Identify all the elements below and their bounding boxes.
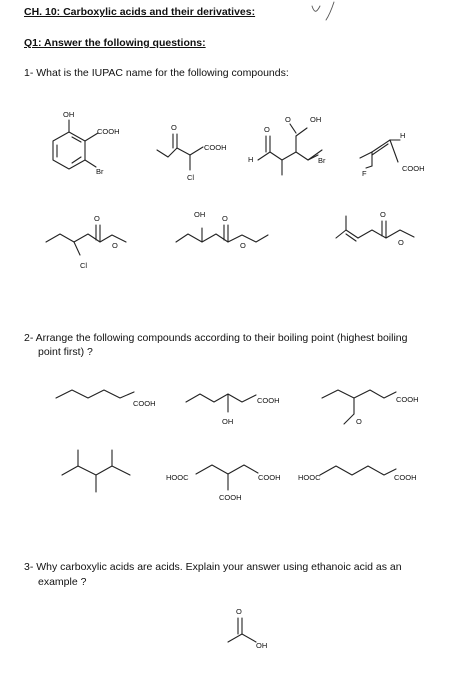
q2-cc-o-label: O	[356, 417, 362, 426]
q2-cb-oh-label: OH	[222, 417, 234, 426]
q2-compound-d	[62, 450, 130, 492]
q1-c6-o-label-b: O	[240, 241, 246, 250]
q3-prompt-line1: 3- Why carboxylic acids are acids. Explain your answer using ethanoic acid as an	[24, 561, 402, 573]
q2-compound-e	[166, 465, 281, 502]
q1-compound-3	[248, 115, 326, 175]
q3-o-label: O	[236, 607, 242, 616]
q2-cf-cooh-label: COOH	[394, 473, 417, 482]
q1-c2-cl-label: Cl	[187, 173, 195, 182]
q1-c3-oh-label: OH	[310, 115, 322, 124]
q2-prompt-line1: 2- Arrange the following compounds according to their boiling point (highest boiling	[24, 332, 408, 344]
page-title: CH. 10: Carboxylic acids and their derivatives:	[24, 6, 256, 18]
q2-compound-c	[322, 390, 419, 426]
q2-compound-b	[186, 394, 280, 426]
q1-c1-br-label: Br	[96, 167, 104, 176]
q1-c5-o-label-a: O	[94, 214, 100, 223]
q3-oh-label: OH	[256, 641, 268, 650]
q2-cf-hooc-label: HOOC	[298, 473, 321, 482]
q1-c3-br-label: Br	[318, 156, 326, 165]
q1-prompt: 1- What is the IUPAC name for the following compounds:	[24, 67, 289, 79]
q1-c2-o-label: O	[171, 123, 177, 132]
q1-c4-h-label: H	[400, 131, 406, 140]
q1-c7-o-label-a: O	[380, 210, 386, 219]
q1-c1-cooh-label: COOH	[97, 127, 120, 136]
q1-c6-oh-label: OH	[194, 210, 206, 219]
q1-c5-cl-label: Cl	[80, 261, 88, 270]
q1-compound-6	[176, 210, 268, 250]
q1-c2-cooh-label: COOH	[204, 143, 227, 152]
q1-c1-oh-label: OH	[63, 110, 75, 119]
q1-heading: Q1: Answer the following questions:	[24, 37, 206, 49]
q2-ce-cooh-label-1: COOH	[258, 473, 281, 482]
q2-ca-cooh-label: COOH	[133, 399, 156, 408]
handwritten-scribble	[312, 2, 334, 20]
q1-c6-o-label-a: O	[222, 214, 228, 223]
q1-compound-7	[336, 210, 414, 247]
q2-cb-cooh-label: COOH	[257, 396, 280, 405]
q1-compound-1	[53, 110, 120, 176]
q1-c7-o-label-b: O	[398, 238, 404, 247]
q1-c5-o-label-b: O	[112, 241, 118, 250]
q1-c4-f-label: F	[362, 169, 367, 178]
q1-compound-2	[157, 123, 227, 182]
q1-compound-5	[46, 214, 126, 270]
q3-ethanoic-acid	[228, 607, 267, 650]
q2-ce-hooc-label: HOOC	[166, 473, 189, 482]
q2-compound-a	[56, 390, 156, 408]
q1-c3-h-label: H	[248, 155, 254, 164]
q1-compound-4	[360, 131, 425, 178]
q1-c4-cooh-label: COOH	[402, 164, 425, 173]
q1-c3-o-label-a: O	[264, 125, 270, 134]
q3-prompt-line2: example ?	[38, 576, 87, 588]
q2-compound-f	[298, 466, 417, 482]
q1-c3-o-label-b: O	[285, 115, 291, 124]
q2-prompt-line2: point first) ?	[38, 346, 93, 358]
q2-cc-cooh-label: COOH	[396, 395, 419, 404]
q2-ce-cooh-label-2: COOH	[219, 493, 242, 502]
